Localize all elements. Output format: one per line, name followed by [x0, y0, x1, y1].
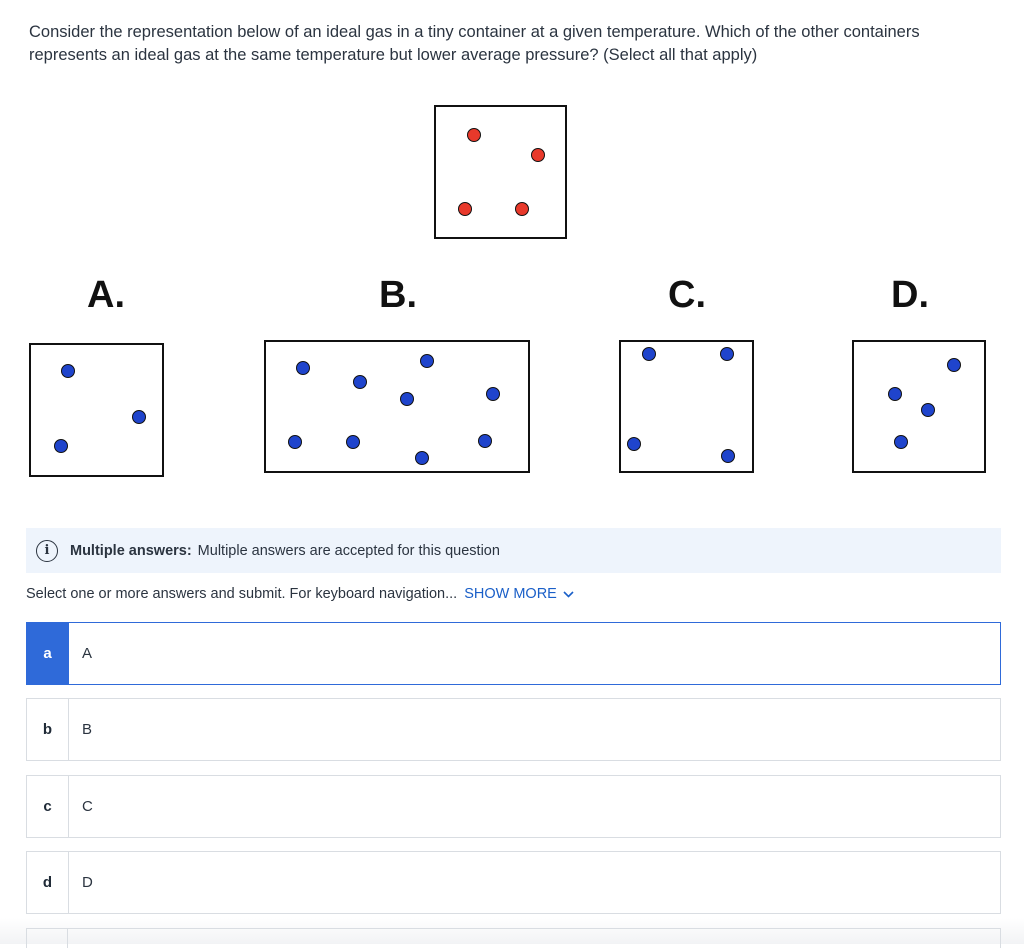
blue-particle	[921, 403, 935, 417]
multiple-answers-notice	[26, 528, 1001, 573]
blue-particle	[947, 358, 961, 372]
notice-title: Multiple answers:	[70, 542, 192, 559]
answer-option-d[interactable]	[26, 851, 1001, 914]
container-label-a: A.	[87, 274, 125, 316]
red-particle	[531, 148, 545, 162]
show-more-button[interactable]	[464, 586, 574, 602]
reference-container	[434, 105, 567, 239]
option-key: c	[27, 776, 69, 837]
option-label: A	[82, 645, 93, 662]
blue-particle	[642, 347, 656, 361]
blue-particle	[346, 435, 360, 449]
red-particle	[515, 202, 529, 216]
red-particle	[467, 128, 481, 142]
instructions-text: Select one or more answers and submit. For keyboard navigation...	[26, 586, 458, 602]
blue-particle	[721, 449, 735, 463]
blue-particle	[353, 375, 367, 389]
answer-option-c[interactable]	[26, 775, 1001, 838]
answer-option-partial	[26, 928, 1001, 948]
blue-particle	[415, 451, 429, 465]
container-a	[29, 343, 164, 477]
option-label: D	[82, 874, 93, 891]
blue-particle	[61, 364, 75, 378]
answer-option-b[interactable]	[26, 698, 1001, 761]
instructions	[26, 586, 574, 602]
option-key: b	[27, 699, 69, 760]
container-label-b: B.	[379, 274, 417, 316]
container-label-d: D.	[891, 274, 929, 316]
blue-particle	[296, 361, 310, 375]
blue-particle	[478, 434, 492, 448]
chevron-down-icon	[563, 591, 574, 598]
blue-particle	[288, 435, 302, 449]
option-key: a	[27, 623, 69, 684]
blue-particle	[894, 435, 908, 449]
answer-option-a[interactable]	[26, 622, 1001, 685]
blue-particle	[627, 437, 641, 451]
blue-particle	[486, 387, 500, 401]
blue-particle	[888, 387, 902, 401]
blue-particle	[132, 410, 146, 424]
show-more-label: SHOW MORE	[464, 586, 557, 602]
info-icon: i	[36, 540, 58, 562]
notice-text: Multiple answers are accepted for this question	[197, 542, 500, 559]
container-c	[619, 340, 754, 473]
blue-particle	[720, 347, 734, 361]
container-d	[852, 340, 986, 473]
question-text: Consider the representation below of an ideal gas in a tiny container at a given temperature. Which of the other containers represents an ideal gas at the same temperature but lower average pressure? (Select all that apply)	[29, 23, 920, 64]
blue-particle	[420, 354, 434, 368]
container-label-c: C.	[668, 274, 706, 316]
option-label: C	[82, 798, 93, 815]
red-particle	[458, 202, 472, 216]
container-b	[264, 340, 530, 473]
blue-particle	[54, 439, 68, 453]
blue-particle	[400, 392, 414, 406]
option-key: d	[27, 852, 69, 913]
option-label: B	[82, 721, 93, 738]
